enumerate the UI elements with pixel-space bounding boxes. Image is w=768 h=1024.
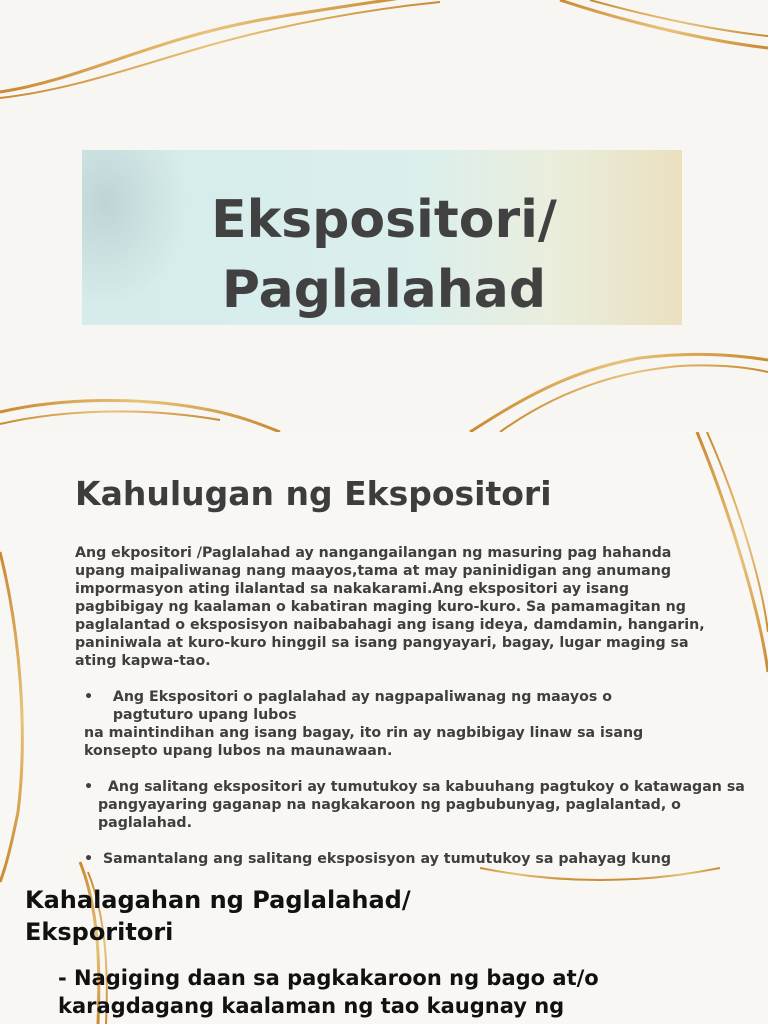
definition-paragraph: Ang ekpositori /Paglalahad ay nangangailangan ng masuring pag hahanda upang maipaliwanag nang maayos,tama at may paninidigan ang anumang impormasyon ating ilalantad sa nakakarami.Ang ekspositori ay isang pagbibigay ng kaalaman o kabatiran maging kuro-kuro. Sa pamamagitan ng paglalantad o eksposisyon naibabahagi ang isang ideya, damdamin, hangarin, paniniwala at kuro-kuro hinggil sa isang pangyayari, bagay, lugar maging sa ating kapwa-tao. xyxy=(75,545,705,669)
title-slide xyxy=(0,0,768,432)
page-title xyxy=(84,185,684,325)
bullet-icon: • xyxy=(84,851,94,867)
bullet-3-text: Samantalang ang salitang eksposisyon ay tumutukoy sa pahayag kung xyxy=(102,851,672,867)
title-line-1: Ekspositori/ xyxy=(211,189,557,250)
content-slide xyxy=(0,432,768,1024)
bullet-item-1 xyxy=(84,688,734,760)
importance-list-item: - Nagiging daan sa pagkakaroon ng bago at/o karagdagang kaalaman ng tao kaugnay ng xyxy=(58,966,599,1018)
bullet-icon: • xyxy=(84,689,94,705)
bullet-2-text: Ang salitang ekspositori ay tumutukoy sa kabuuhang pagtukoy o katawagan sa pangyayaring gaganap na nagkakaroon ng pagbubunyag, paglalantad, o paglalahad. xyxy=(98,779,745,831)
bullet-1-text-b: na maintindihan ang isang bagay, ito rin ay nagbibigay linaw sa isang konsepto upang lubos na maunawaan. xyxy=(84,725,644,759)
bullet-item-3 xyxy=(84,850,734,868)
bullet-item-2 xyxy=(84,778,748,832)
section-heading-2: Kahalagahan ng Paglalahad/ Eksporitori xyxy=(25,886,411,946)
bullet-icon: • xyxy=(84,779,94,795)
section-heading: Kahulugan ng Ekspositori xyxy=(75,474,552,513)
bullet-1-text-a: Ang Ekspositori o paglalahad ay nagpapaliwanag ng maayos o pagtuturo upang lubos xyxy=(112,689,612,723)
title-line-2: Paglalahad xyxy=(221,259,547,320)
